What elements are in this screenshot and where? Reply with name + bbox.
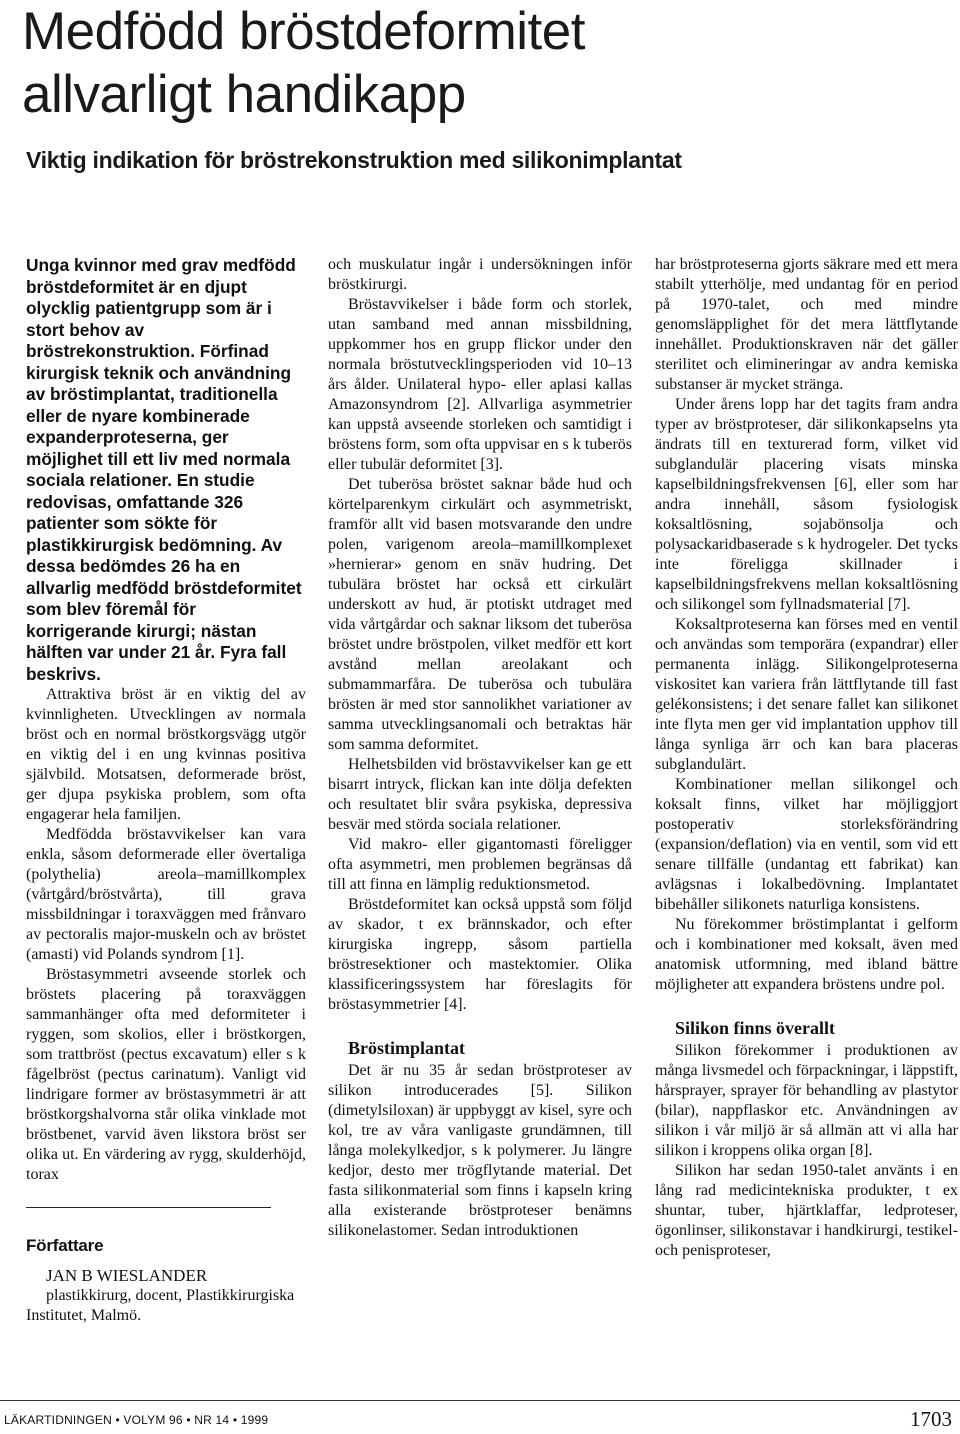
article-subtitle: Viktig indikation för bröstrekonstruktion med silikonimplantat — [26, 147, 682, 173]
paragraph: Nu förekommer bröstimplantat i gelform och i kombinationer med koksalt, även med anatomisk utformning, med ibland bättre möjligheter att expandera bröstens undre pol. — [655, 916, 958, 993]
author-affiliation: plastikkirurg, docent, Plastikkirurgiska Institutet, Malmö. — [26, 1287, 295, 1324]
author-heading: Författare — [26, 1236, 104, 1255]
author-name: JAN B WIESLANDER — [46, 1266, 208, 1285]
journal-footer: LÄKARTIDNINGEN • VOLYM 96 • NR 14 • 1999 — [4, 1413, 269, 1427]
paragraph: har bröstproteserna gjorts säkrare med ett mera stabilt ytterhölje, med undantag för en period på 1970-talet, och med mindre genomsläpplighet för det mera lättflytande innehållet. Produktionskraven när det gäller sterilitet och elimineringar av andra kemiska substanser är mycket stränga. — [655, 256, 958, 393]
paragraph: Det är nu 35 år sedan bröstproteser av silikon introducerades [5]. Silikon (dimetylsiloxan) är uppbyggt av kisel, syre och kol, tre av våra vanligaste grundämnen, till långa molekylkedjor, s k polymerer. Ju längre kedjor, desto mer trögflytande material. Det fasta silikonmaterial som finns i kapseln kring alla existerande bröstproteser benämns silikonelastomer. Sedan introduktionen — [328, 1062, 632, 1239]
paragraph: Helhetsbilden vid bröstavvikelser kan ge ett bisarrt intryck, flickan kan inte dölja defekten och resultatet blir svåra psykiska, depressiva besvär med störda sociala relationer. — [328, 756, 632, 833]
paragraph: Silikon har sedan 1950-talet använts i en lång rad medicintekniska produkter, t ex shuntar, tuber, hjärtklaffar, ledproteser, ögonlinser, silikonstavar i handkirurgi, testikel- och penisproteser, — [655, 1162, 959, 1259]
column-1 — [26, 255, 306, 1326]
article-title — [22, 0, 922, 126]
paragraph: Bröstasymmetri avseende storlek och bröstets placering på toraxväggen sammanhänger ofta med deformiteter i ryggen, som skolios, eller i bröstkorgen, som trattbröst (pectus excavatum) eller s k fågelbröst (pectus carinatum). Vanligt vid lindrigare former av bröstasymmetri är att bröstkorgshalvorna står olika vinklade mot bröstbenet, varvid även likstora bröst ser olika ut. En värdering av rygg, skulderhöjd, torax — [26, 966, 306, 1183]
paragraph: Bröstavvikelser i både form och storlek, utan samband med annan missbildning, uppkommer hos en grupp flickor under den normala bröstutvecklingsperioden vid 10–13 års ålder. Unilateral hypo- eller aplasi kallas Amazonsyndrom [2]. Allvarliga asymmetrier kan uppstå avseende storleken och samtidigt i bröstens form, som ofta uppvisar en s k tuberös eller tubulär deformitet [3]. — [328, 296, 632, 473]
paragraph: Attraktiva bröst är en viktig del av kvinnligheten. Utvecklingen av normala bröst och en normal bröstkorgsvägg utgör en viktig del i en ung kvinnas positiva självbild. Motsatsen, deformerade bröst, ger djupa psykiska problem, som ofta engagerar hela familjen. — [26, 686, 306, 823]
page-number: 1703 — [910, 1407, 952, 1431]
paragraph: Det tuberösa bröstet saknar både hud och körtelparenkym cirkulärt och asymmetriskt, framför allt vid basen motsvarande den undre polen, varigenom areola–mamillkomplexet »hernierar» genom en snäv hudring. Det tubulära bröstet har också ett cirkulärt underskott av hud, är ptotiskt utdraget med vida vårtgårdar och saknar liksom det tuberösa bröstet undre bröstpolen, vilket medför ett kort avstånd mellan areolakant och submammarfåra. De tuberösa och tubulära brösten är med stor sannolikhet variationer av samma utvecklingsanomali och betraktas här som samma deformitet. — [328, 476, 632, 753]
paragraph: Under årens lopp har det tagits fram andra typer av bröstproteser, där silikonkapselns yta ändrats till en texturerad form, vilket vid subglandulär placering visats minska kapselbildningsfrekvensen [6], eller som har andra innehåll, såsom fysiologisk koksaltlösning, sojabönsolja och polysackaridbaserade s k hydrogeler. Det tycks inte föreligga skillnader i kapselbildningsfrekvens mellan koksaltlösning och silikongel som fyllnadsmaterial [7]. — [655, 396, 958, 613]
title-line-2: allvarligt handikapp — [22, 65, 466, 124]
paragraph: Vid makro- eller gigantomasti föreligger ofta asymmetri, men problemen begränsas då till att finna en lämplig reduktionsmetod. — [328, 836, 632, 893]
title-line-1: Medfödd bröstdeformitet — [22, 2, 585, 61]
column-2 — [328, 255, 632, 1241]
paragraph: Silikon förekommer i produktionen av många livsmedel och förpackningar, i läppstift, hårsprayer, sprayer för behandling av plastytor (bilar), nappflaskor etc. Användningen av silikon i vår miljö är så allmän att vi alla har silikon i kroppens olika organ [8]. — [655, 1042, 958, 1159]
paragraph: Bröstdeformitet kan också uppstå som följd av skador, t ex brännskador, och efter kirurgiska ingrepp, såsom partiella bröstresektioner och mastektomier. Olika klassificeringssystem har föreslagits för bröstasymmetrier [4]. — [328, 896, 632, 1013]
paragraph: Koksaltproteserna kan förses med en ventil och användas som temporära (expandrar) eller permanenta inlägg. Silikongelproteserna viskositet kan variera från lättflytande till fast gelékonsistens; i det senare fallet kan silikonet inte flyta men ger vid implantation upphov till långa synliga ärr och kan bara placeras subglandulärt. — [655, 616, 958, 773]
divider — [26, 1207, 271, 1208]
footer-rule — [0, 1400, 960, 1401]
section-heading-silikon: Silikon finns överallt — [675, 1018, 836, 1038]
lead-abstract: Unga kvinnor med grav medfödd bröstdeformitet är en djupt olycklig patientgrupp som är i stort behov av bröstrekonstruktion. Förfinad kirurgisk teknik och användning av bröstimplantat, traditionella eller de nyare kombinerade expanderproteserna, ger möjlighet till ett liv med normala sociala relationer. En studie redovisas, omfattande 326 patienter som sökte för plastikkirurgisk bedömning. Av dessa bedömdes 26 ha en allvarlig medfödd bröstdeformitet som blev föremål för korrigerande kirurgi; nästan hälften var under 21 år. Fyra fall beskrivs. — [26, 255, 302, 684]
paragraph: Kombinationer mellan silikongel och koksalt finns, vilket har möjliggjort postoperativ storleksförändring (expansion/deflation) via en ventil, som vid ett senare tillfälle (undantag ett fabrikat) kan avlägsnas i lokalbedövning. Implantatet bibehåller silikonets naturliga konsistens. — [655, 776, 958, 913]
paragraph: Medfödda bröstavvikelser kan vara enkla, såsom deformerade eller övertaliga (polythelia) areola–mamillkomplex (vårtgård/bröstvårta), till grava missbildningar i toraxväggen med frånvaro av pectoralis major-muskeln och av bröstet (amasti) vid Polands syndrom [1]. — [26, 826, 306, 963]
paragraph: och muskulatur ingår i undersökningen inför bröstkirurgi. — [328, 256, 632, 293]
column-3 — [655, 255, 958, 1261]
section-heading-brostimplantat: Bröstimplantat — [348, 1038, 465, 1058]
